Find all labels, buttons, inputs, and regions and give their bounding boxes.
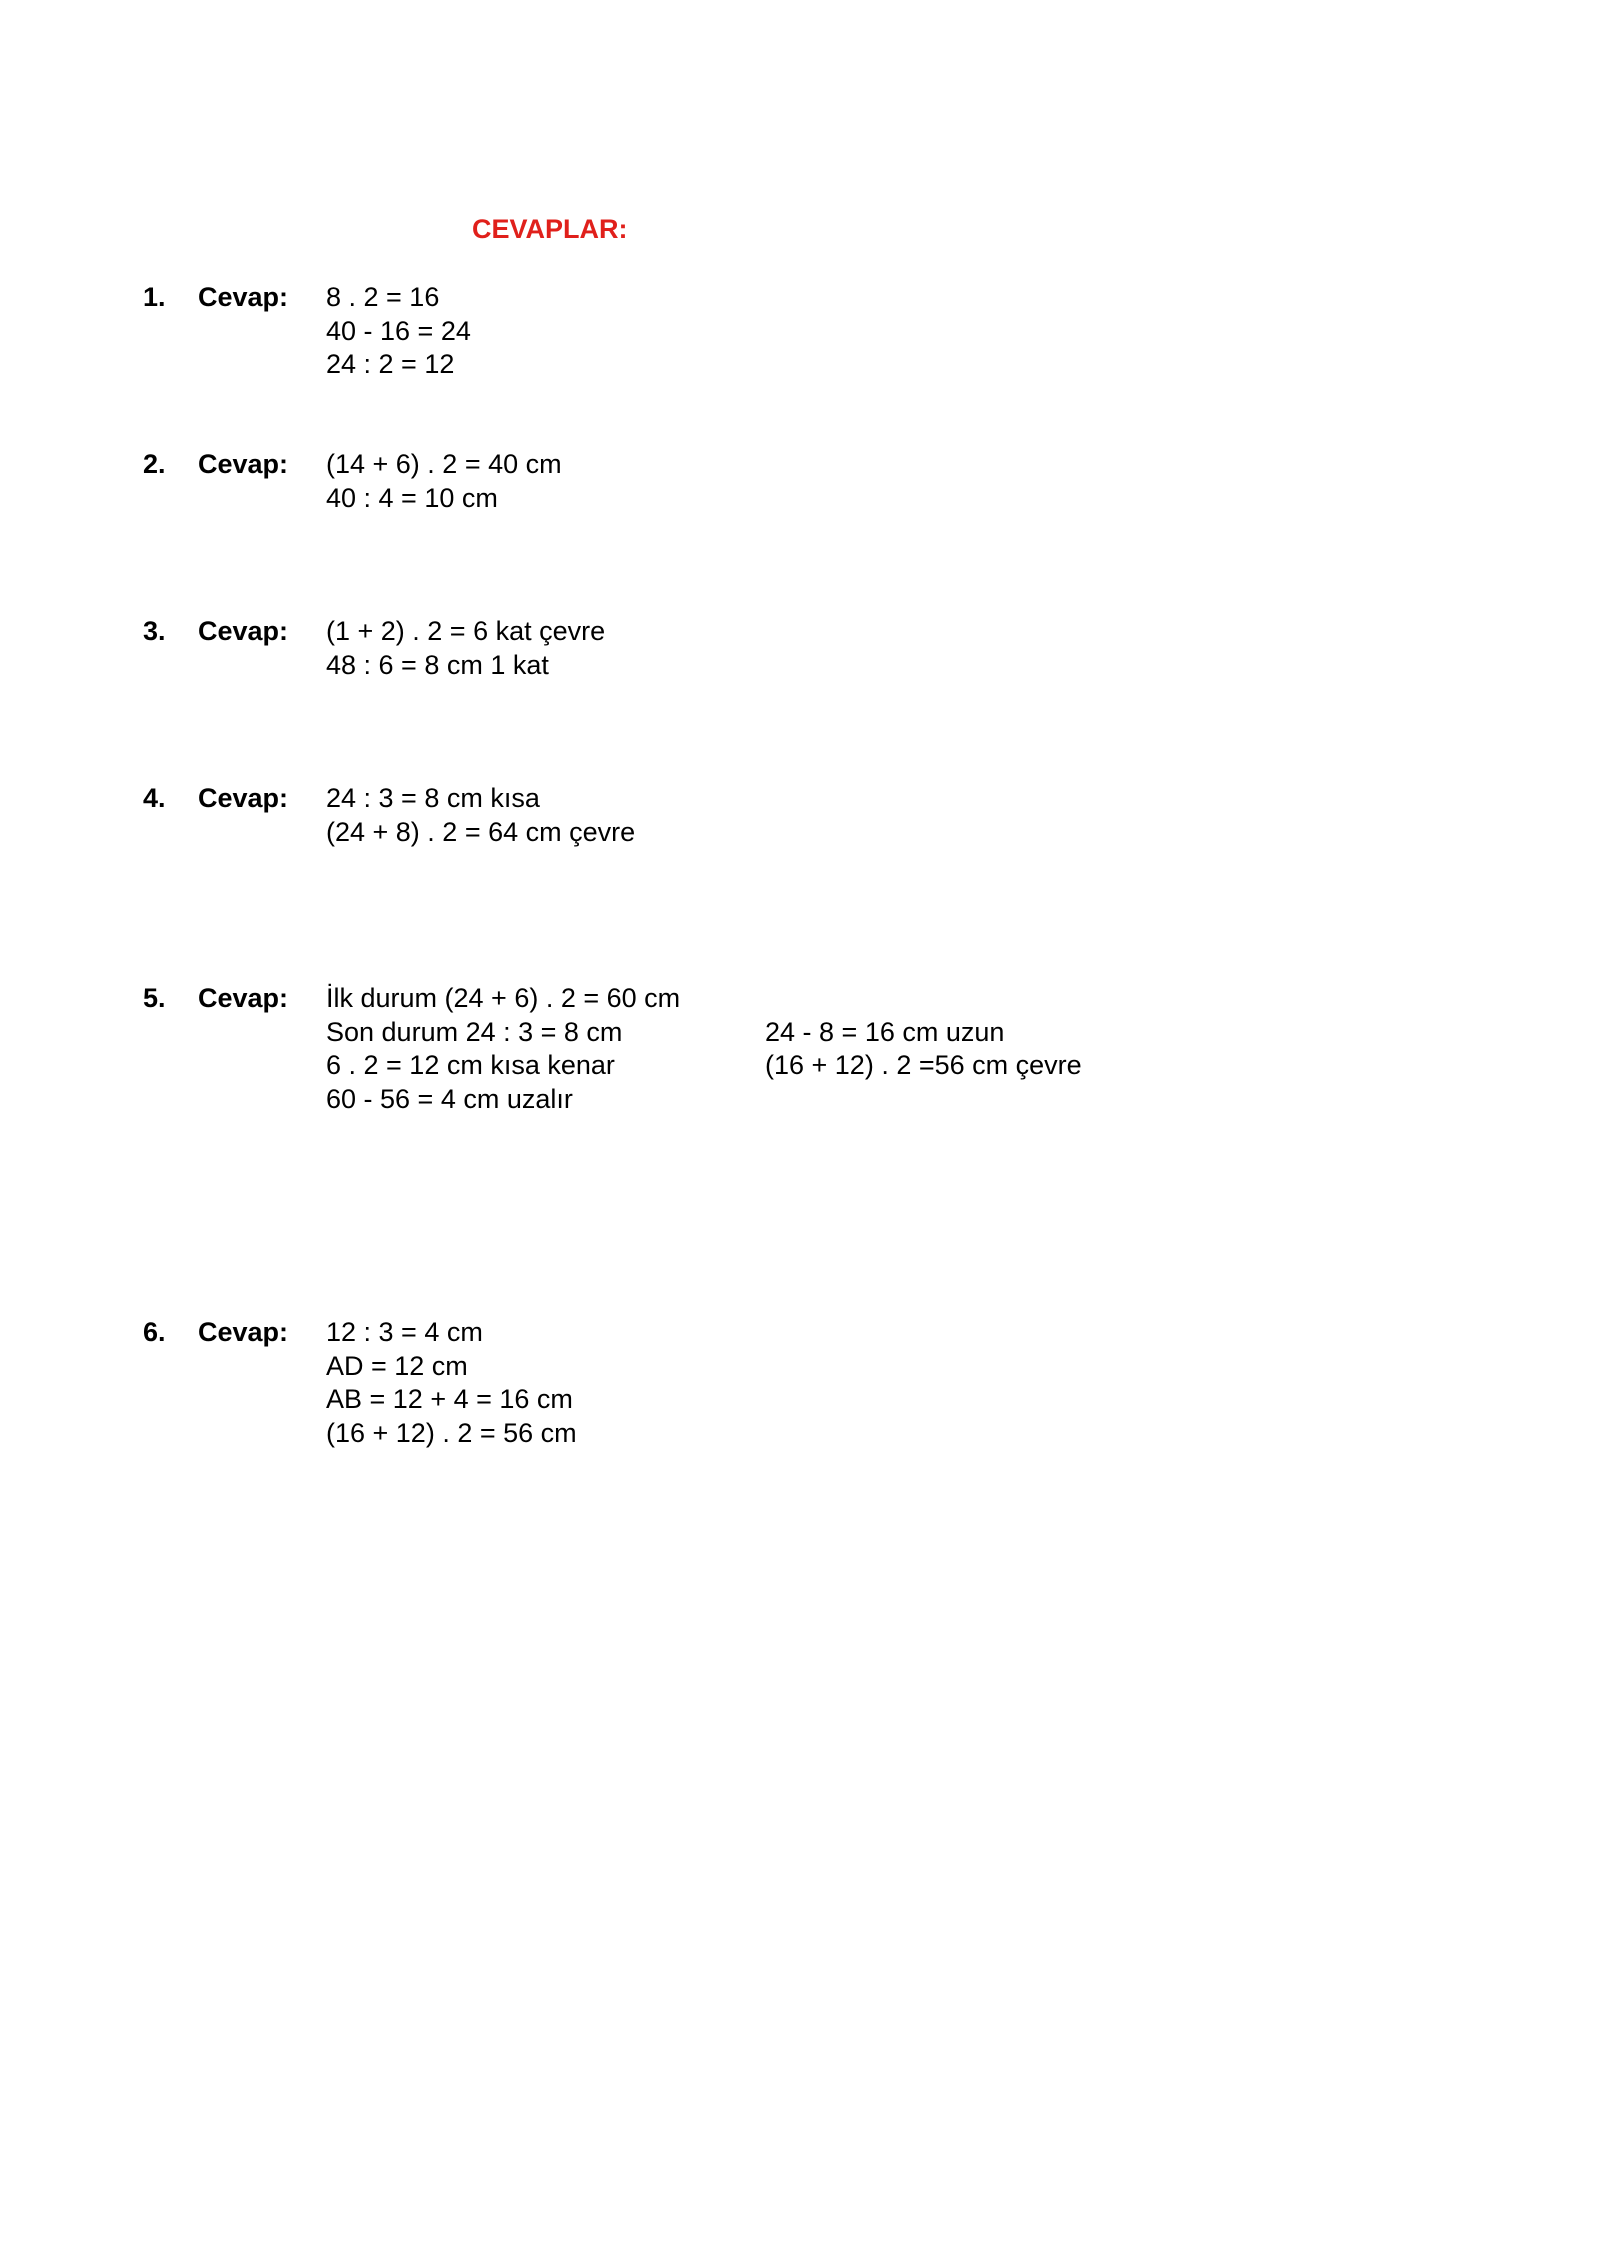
answer-line: 6 . 2 = 12 cm kısa kenar — [326, 1050, 615, 1080]
answer-lines — [326, 1316, 577, 1450]
answer-lines — [326, 448, 562, 515]
answer-lines — [326, 281, 471, 382]
page-title: CEVAPLAR: — [472, 214, 628, 244]
answer-label: Cevap: — [198, 282, 289, 312]
answer-line: 40 - 16 = 24 — [326, 315, 471, 346]
answer-label: Cevap: — [198, 449, 289, 479]
answer-number: 1. — [143, 282, 166, 312]
answer-label: Cevap: — [198, 616, 289, 646]
answer-lines — [326, 982, 680, 1116]
answer-lines-right — [765, 1016, 1082, 1083]
answer-line: (24 + 8) . 2 = 64 cm çevre — [326, 816, 636, 847]
answer-line: AD = 12 cm — [326, 1350, 468, 1381]
answer-line: 40 : 4 = 10 cm — [326, 482, 498, 513]
answer-line: (1 + 2) . 2 = 6 kat çevre — [326, 616, 606, 646]
answer-number: 5. — [143, 983, 166, 1013]
answer-line: 48 : 6 = 8 cm 1 kat — [326, 649, 549, 680]
answer-line: (16 + 12) . 2 =56 cm çevre — [765, 1050, 1082, 1080]
answer-line: İlk durum (24 + 6) . 2 = 60 cm — [326, 983, 681, 1013]
answer-lines — [326, 782, 635, 849]
answer-line: AB = 12 + 4 = 16 cm — [326, 1384, 573, 1414]
answer-line: 8 . 2 = 16 — [326, 282, 440, 312]
answer-number: 6. — [143, 1317, 166, 1347]
answer-line: 60 - 56 = 4 cm uzalır — [326, 1083, 573, 1114]
answer-line: 24 - 8 = 16 cm uzun — [765, 1016, 1005, 1047]
answer-number: 3. — [143, 616, 166, 646]
answer-number: 2. — [143, 449, 166, 479]
answer-line: (16 + 12) . 2 = 56 cm — [326, 1417, 577, 1448]
answer-line: (14 + 6) . 2 = 40 cm — [326, 449, 562, 479]
answer-line: Son durum 24 : 3 = 8 cm — [326, 1016, 623, 1047]
answer-label: Cevap: — [198, 783, 289, 813]
answer-number: 4. — [143, 783, 166, 813]
answer-label: Cevap: — [198, 1317, 289, 1347]
answer-line: 24 : 2 = 12 — [326, 349, 455, 379]
answer-line: 12 : 3 = 4 cm — [326, 1317, 483, 1347]
answer-label: Cevap: — [198, 983, 289, 1013]
answer-line: 24 : 3 = 8 cm kısa — [326, 783, 540, 813]
answer-lines — [326, 615, 605, 682]
